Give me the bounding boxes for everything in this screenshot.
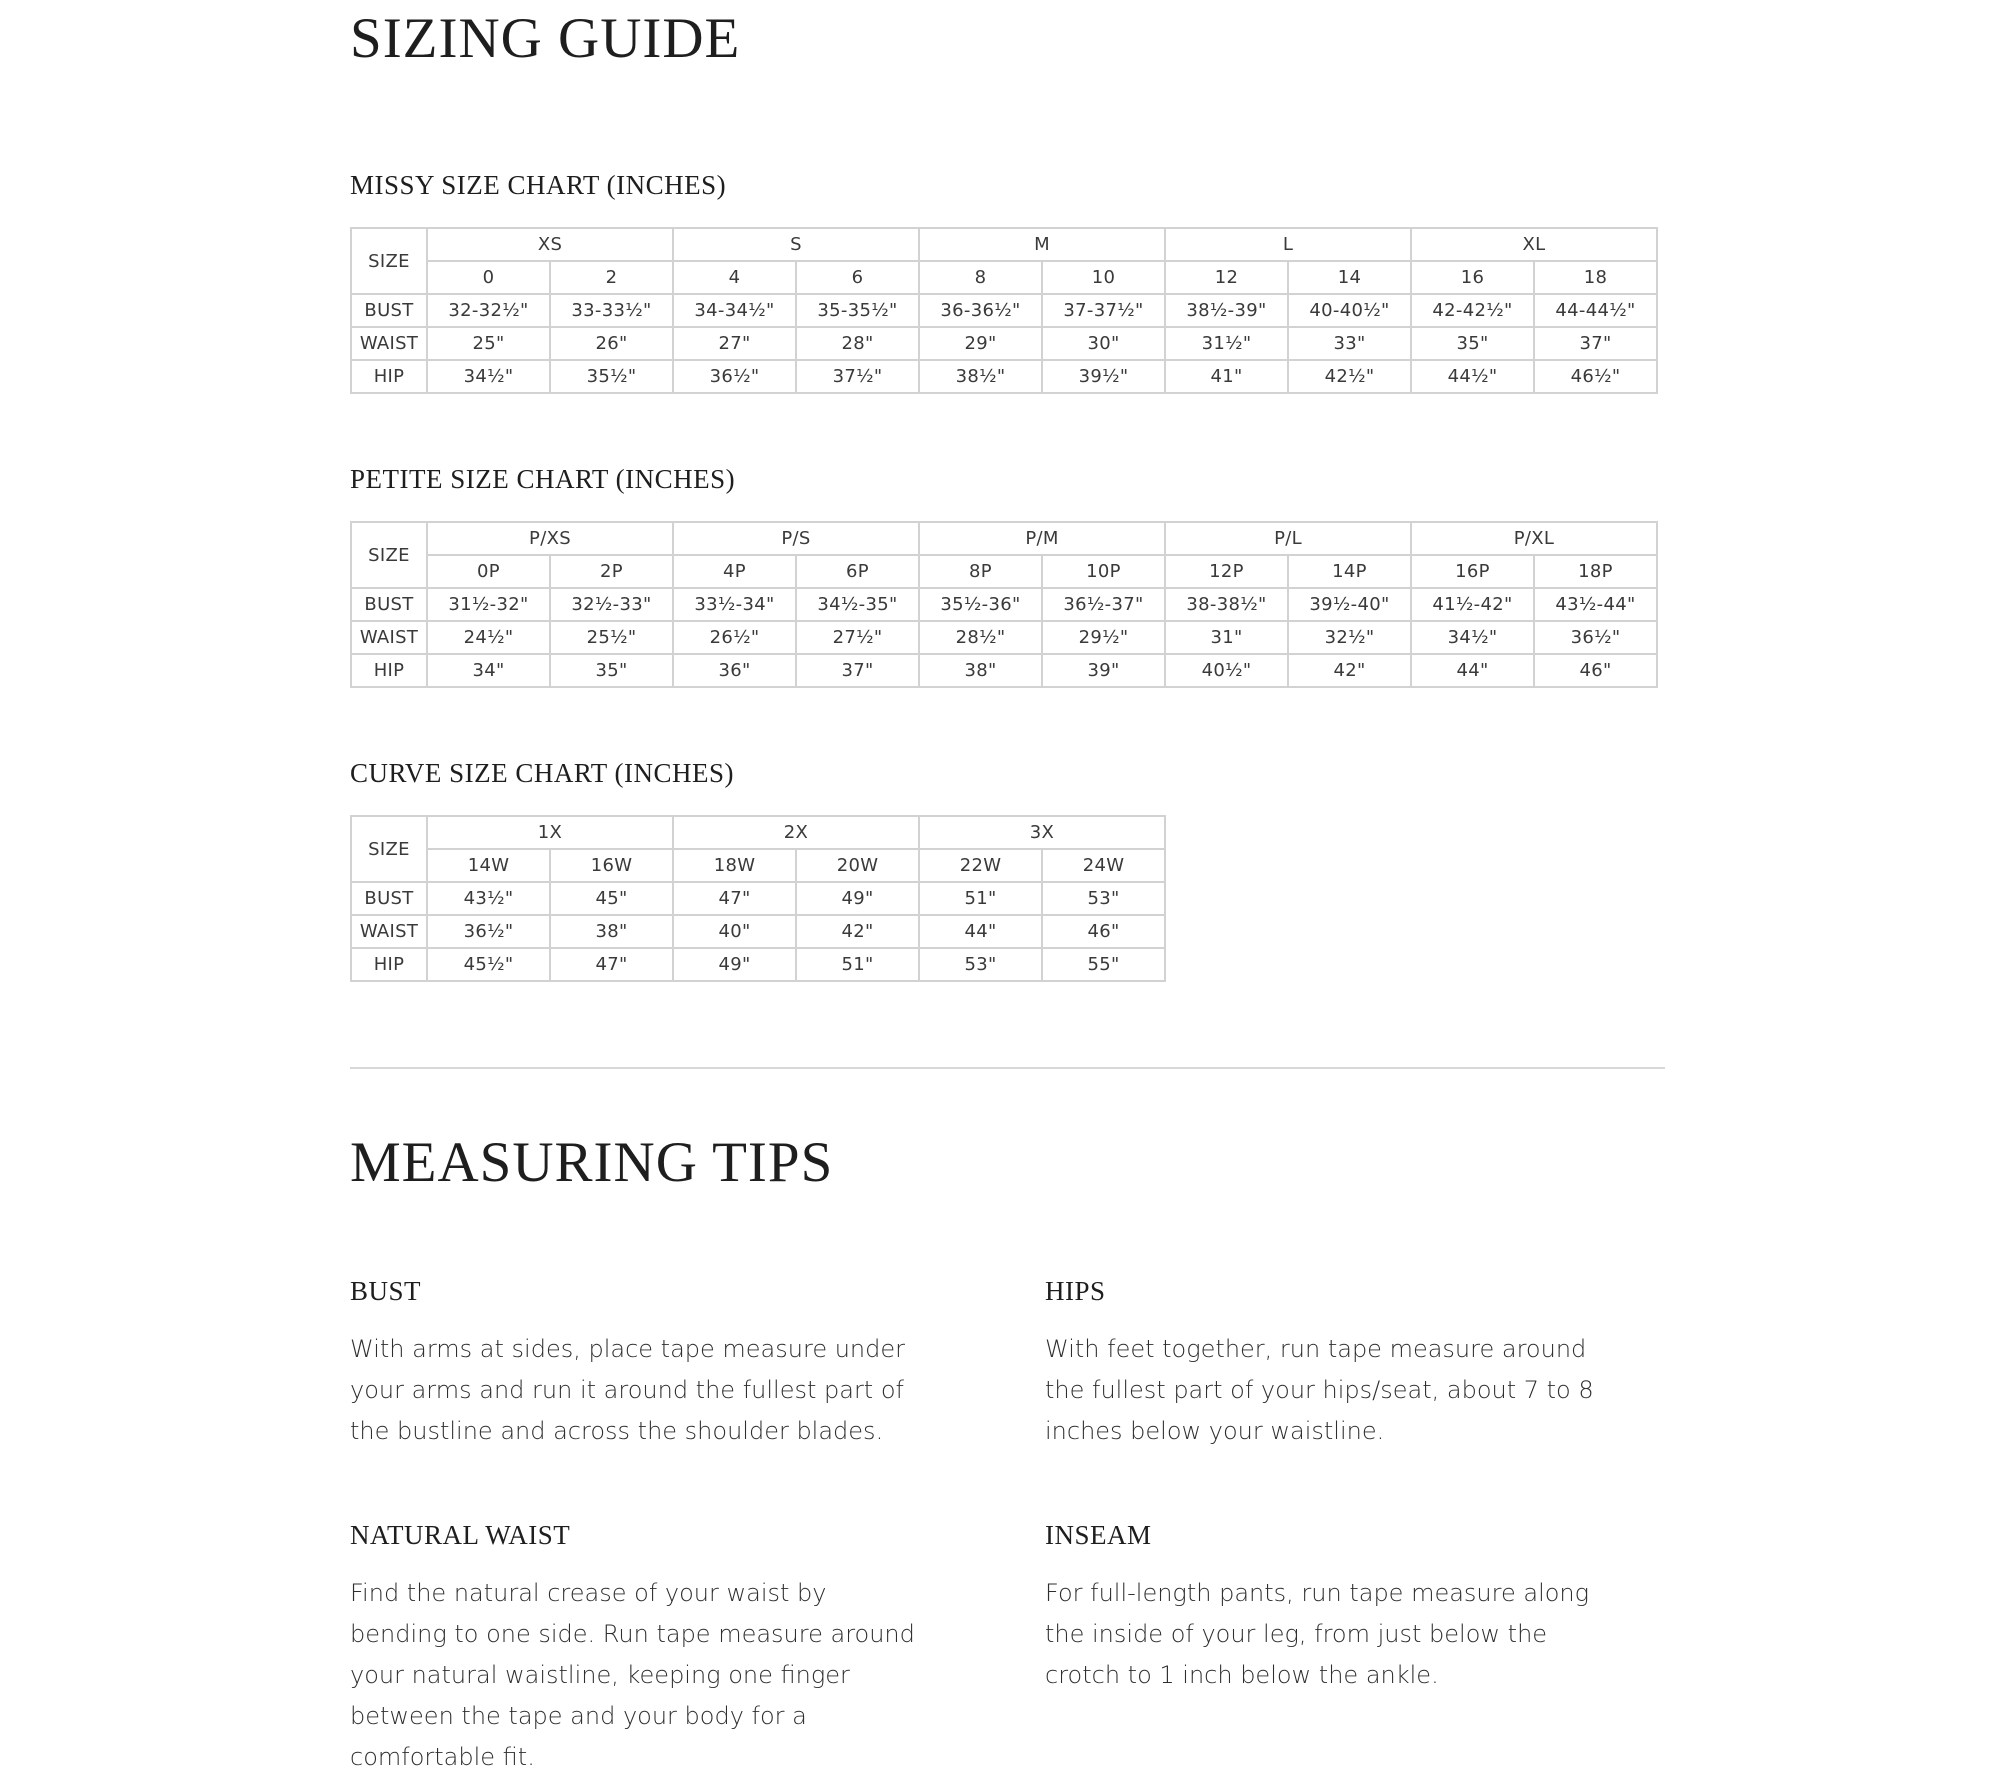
measurement-value: 37-37½" bbox=[1042, 294, 1165, 327]
measurement-value: 28½" bbox=[919, 621, 1042, 654]
measurement-value: 26½" bbox=[673, 621, 796, 654]
size-number-header: 0 bbox=[427, 261, 550, 294]
measurement-label: HIP bbox=[351, 948, 427, 981]
measurement-row bbox=[351, 882, 1165, 915]
measurement-value: 36½" bbox=[1534, 621, 1657, 654]
size-group-row bbox=[351, 228, 1657, 261]
measurement-value: 39½" bbox=[1042, 360, 1165, 393]
curve-size-table bbox=[350, 815, 1166, 982]
page-title: SIZING GUIDE bbox=[350, 7, 741, 70]
measurement-value: 27" bbox=[673, 327, 796, 360]
measurement-label: WAIST bbox=[351, 327, 427, 360]
measurement-row bbox=[351, 948, 1165, 981]
measurement-label: BUST bbox=[351, 882, 427, 915]
measurement-value: 32½-33" bbox=[550, 588, 673, 621]
size-number-header: 0P bbox=[427, 555, 550, 588]
measurement-value: 38-38½" bbox=[1165, 588, 1288, 621]
measurement-value: 31½" bbox=[1165, 327, 1288, 360]
size-number-row bbox=[351, 849, 1165, 882]
measurement-value: 42" bbox=[796, 915, 919, 948]
tip-hips bbox=[1045, 1276, 1625, 1452]
measurement-value: 36-36½" bbox=[919, 294, 1042, 327]
size-group-header: 1X bbox=[427, 816, 673, 849]
measurement-value: 53" bbox=[1042, 882, 1165, 915]
measurement-value: 34" bbox=[427, 654, 550, 687]
measurement-value: 38½" bbox=[919, 360, 1042, 393]
size-group-header: P/M bbox=[919, 522, 1165, 555]
size-number-header: 8P bbox=[919, 555, 1042, 588]
measurement-value: 38" bbox=[919, 654, 1042, 687]
size-number-header: 18 bbox=[1534, 261, 1657, 294]
measurement-label: BUST bbox=[351, 588, 427, 621]
measurement-value: 36½" bbox=[673, 360, 796, 393]
measurement-value: 27½" bbox=[796, 621, 919, 654]
measurement-value: 44-44½" bbox=[1534, 294, 1657, 327]
measurement-value: 46" bbox=[1534, 654, 1657, 687]
size-number-header: 4P bbox=[673, 555, 796, 588]
tip-heading: NATURAL WAIST bbox=[350, 1520, 571, 1550]
measurement-value: 49" bbox=[673, 948, 796, 981]
tip-natural-waist bbox=[350, 1520, 930, 1778]
measurement-value: 43½" bbox=[427, 882, 550, 915]
measurement-value: 34-34½" bbox=[673, 294, 796, 327]
measurement-value: 29½" bbox=[1042, 621, 1165, 654]
measurement-value: 32½" bbox=[1288, 621, 1411, 654]
size-number-header: 16 bbox=[1411, 261, 1534, 294]
petite-chart-title: PETITE SIZE CHART (INCHES) bbox=[350, 464, 736, 494]
measurement-value: 34½" bbox=[427, 360, 550, 393]
measurement-value: 41" bbox=[1165, 360, 1288, 393]
measurement-value: 42-42½" bbox=[1411, 294, 1534, 327]
measurement-value: 29" bbox=[919, 327, 1042, 360]
size-number-header: 12P bbox=[1165, 555, 1288, 588]
size-group-header: XL bbox=[1411, 228, 1657, 261]
size-group-header: P/XL bbox=[1411, 522, 1657, 555]
size-number-header: 14P bbox=[1288, 555, 1411, 588]
measurement-value: 31" bbox=[1165, 621, 1288, 654]
measurement-value: 35-35½" bbox=[796, 294, 919, 327]
size-group-header: P/XS bbox=[427, 522, 673, 555]
size-label: SIZE bbox=[351, 522, 427, 588]
measurement-value: 33½-34" bbox=[673, 588, 796, 621]
measurement-value: 55" bbox=[1042, 948, 1165, 981]
measurement-value: 25" bbox=[427, 327, 550, 360]
measurement-value: 36" bbox=[673, 654, 796, 687]
size-number-header: 6 bbox=[796, 261, 919, 294]
measurement-value: 33" bbox=[1288, 327, 1411, 360]
measurement-value: 38½-39" bbox=[1165, 294, 1288, 327]
measurement-value: 40" bbox=[673, 915, 796, 948]
size-group-header: P/L bbox=[1165, 522, 1411, 555]
measurement-row bbox=[351, 915, 1165, 948]
measurement-value: 43½-44" bbox=[1534, 588, 1657, 621]
measurement-value: 40-40½" bbox=[1288, 294, 1411, 327]
measurement-value: 25½" bbox=[550, 621, 673, 654]
measurement-value: 41½-42" bbox=[1411, 588, 1534, 621]
tip-text: With arms at sides, place tape measure under your arms and run it around the fullest part of the bustline and across the shoulder blades. bbox=[350, 1335, 905, 1445]
measurement-value: 53" bbox=[919, 948, 1042, 981]
measurement-row bbox=[351, 360, 1657, 393]
size-number-header: 2P bbox=[550, 555, 673, 588]
size-group-header: S bbox=[673, 228, 919, 261]
measurement-row bbox=[351, 621, 1657, 654]
size-number-header: 10P bbox=[1042, 555, 1165, 588]
measurement-value: 36½" bbox=[427, 915, 550, 948]
measurement-value: 47" bbox=[673, 882, 796, 915]
measurement-value: 34½" bbox=[1411, 621, 1534, 654]
size-group-header: XS bbox=[427, 228, 673, 261]
missy-chart-title: MISSY SIZE CHART (INCHES) bbox=[350, 170, 727, 200]
size-number-header: 18W bbox=[673, 849, 796, 882]
measurement-value: 45½" bbox=[427, 948, 550, 981]
size-label: SIZE bbox=[351, 816, 427, 882]
tip-heading: INSEAM bbox=[1045, 1520, 1152, 1550]
measuring-tips-title: MEASURING TIPS bbox=[350, 1131, 834, 1194]
tip-text: Find the natural crease of your waist by bending to one side. Run tape measure around your natural waistline, keeping one finger between the tape and your body for a comfortable fit. bbox=[350, 1579, 915, 1771]
measurement-value: 37" bbox=[796, 654, 919, 687]
measurement-row bbox=[351, 588, 1657, 621]
measurement-value: 51" bbox=[919, 882, 1042, 915]
tip-inseam bbox=[1045, 1520, 1625, 1696]
size-number-header: 6P bbox=[796, 555, 919, 588]
size-number-row bbox=[351, 555, 1657, 588]
size-number-header: 8 bbox=[919, 261, 1042, 294]
section-divider bbox=[350, 1067, 1665, 1069]
measurement-label: HIP bbox=[351, 360, 427, 393]
size-number-row bbox=[351, 261, 1657, 294]
measurement-value: 49" bbox=[796, 882, 919, 915]
measurement-row bbox=[351, 294, 1657, 327]
size-group-row bbox=[351, 816, 1165, 849]
size-group-header: L bbox=[1165, 228, 1411, 261]
measurement-value: 33-33½" bbox=[550, 294, 673, 327]
measurement-value: 40½" bbox=[1165, 654, 1288, 687]
measurement-label: WAIST bbox=[351, 621, 427, 654]
size-number-header: 24W bbox=[1042, 849, 1165, 882]
measurement-value: 35½-36" bbox=[919, 588, 1042, 621]
measurement-value: 46½" bbox=[1534, 360, 1657, 393]
measurement-value: 42½" bbox=[1288, 360, 1411, 393]
measurement-value: 39½-40" bbox=[1288, 588, 1411, 621]
measurement-value: 38" bbox=[550, 915, 673, 948]
measurement-value: 30" bbox=[1042, 327, 1165, 360]
tip-heading: HIPS bbox=[1045, 1276, 1106, 1306]
size-number-header: 18P bbox=[1534, 555, 1657, 588]
size-number-header: 16P bbox=[1411, 555, 1534, 588]
size-number-header: 20W bbox=[796, 849, 919, 882]
size-number-header: 16W bbox=[550, 849, 673, 882]
measurement-row bbox=[351, 654, 1657, 687]
measurement-label: HIP bbox=[351, 654, 427, 687]
tip-text: For full-length pants, run tape measure along the inside of your leg, from just below the crotch to 1 inch below the ankle. bbox=[1045, 1579, 1590, 1689]
measurement-value: 28" bbox=[796, 327, 919, 360]
missy-size-table bbox=[350, 227, 1658, 394]
measurement-value: 24½" bbox=[427, 621, 550, 654]
size-group-row bbox=[351, 522, 1657, 555]
measurement-value: 35½" bbox=[550, 360, 673, 393]
measurement-value: 39" bbox=[1042, 654, 1165, 687]
size-group-header: P/S bbox=[673, 522, 919, 555]
measurement-label: BUST bbox=[351, 294, 427, 327]
size-number-header: 22W bbox=[919, 849, 1042, 882]
measurement-value: 34½-35" bbox=[796, 588, 919, 621]
size-number-header: 14W bbox=[427, 849, 550, 882]
measurement-value: 42" bbox=[1288, 654, 1411, 687]
measurement-value: 35" bbox=[1411, 327, 1534, 360]
tip-heading: BUST bbox=[350, 1276, 422, 1306]
measurement-value: 37½" bbox=[796, 360, 919, 393]
measurement-value: 44" bbox=[1411, 654, 1534, 687]
measurement-value: 47" bbox=[550, 948, 673, 981]
measurement-label: WAIST bbox=[351, 915, 427, 948]
size-number-header: 2 bbox=[550, 261, 673, 294]
size-label: SIZE bbox=[351, 228, 427, 294]
curve-chart-title: CURVE SIZE CHART (INCHES) bbox=[350, 758, 734, 788]
measurement-value: 44" bbox=[919, 915, 1042, 948]
size-number-header: 14 bbox=[1288, 261, 1411, 294]
measurement-value: 37" bbox=[1534, 327, 1657, 360]
tip-text: With feet together, run tape measure around the fullest part of your hips/seat, about 7 to 8 inches below your waistline. bbox=[1045, 1335, 1594, 1445]
size-number-header: 4 bbox=[673, 261, 796, 294]
measurement-value: 51" bbox=[796, 948, 919, 981]
size-group-header: M bbox=[919, 228, 1165, 261]
measurement-value: 32-32½" bbox=[427, 294, 550, 327]
size-number-header: 12 bbox=[1165, 261, 1288, 294]
petite-size-table bbox=[350, 521, 1658, 688]
tip-bust bbox=[350, 1276, 930, 1452]
measurement-value: 31½-32" bbox=[427, 588, 550, 621]
measurement-value: 46" bbox=[1042, 915, 1165, 948]
measurement-value: 26" bbox=[550, 327, 673, 360]
measurement-row bbox=[351, 327, 1657, 360]
size-number-header: 10 bbox=[1042, 261, 1165, 294]
size-group-header: 3X bbox=[919, 816, 1165, 849]
size-group-header: 2X bbox=[673, 816, 919, 849]
measurement-value: 36½-37" bbox=[1042, 588, 1165, 621]
measurement-value: 35" bbox=[550, 654, 673, 687]
measurement-value: 45" bbox=[550, 882, 673, 915]
measurement-value: 44½" bbox=[1411, 360, 1534, 393]
